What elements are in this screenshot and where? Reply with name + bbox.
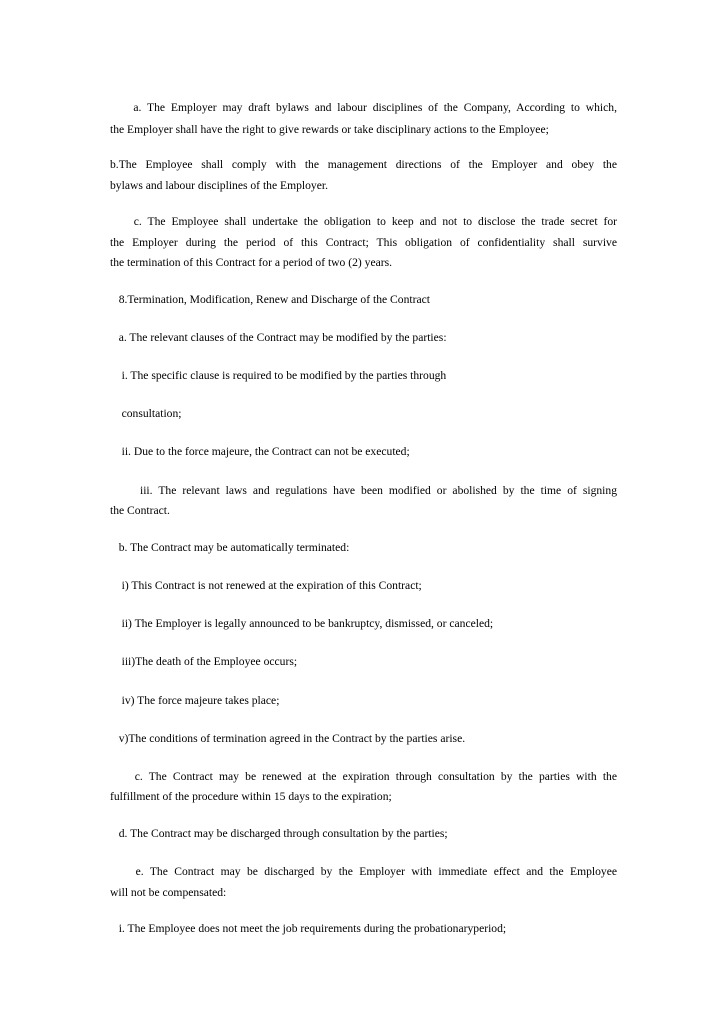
text-line: b.The Employee shall comply with the management directions of the Employer and obey the [110,158,617,171]
text-line: ii) The Employer is legally announced to be bankruptcy, dismissed, or canceled; [110,617,494,630]
text-line: consultation; [110,407,182,420]
text-line: the termination of this Contract for a period of two (2) years. [110,256,393,269]
text-line: i. The specific clause is required to be modified by the parties through [110,369,447,382]
section-heading: 8.Termination, Modification, Renew and Discharge of the Contract [110,293,430,306]
text-line: iii. The relevant laws and regulations have been modified or abolished by the time of signing [110,484,617,497]
text-line: a. The Employer may draft bylaws and labour disciplines of the Company, According to which, [110,101,617,114]
text-line: i) This Contract is not renewed at the expiration of this Contract; [110,579,422,592]
text-line: c. The Contract may be renewed at the expiration through consultation by the parties with the [110,770,617,783]
text-line: the Employer shall have the right to give rewards or take disciplinary actions to the Employee; [110,123,549,136]
text-line: will not be compensated: [110,886,227,899]
text-line: b. The Contract may be automatically terminated: [110,541,350,554]
text-line: ii. Due to the force majeure, the Contract can not be executed; [110,445,410,458]
text-line: the Contract. [110,504,170,517]
text-line: e. The Contract may be discharged by the Employer with immediate effect and the Employee [110,865,617,878]
text-line: d. The Contract may be discharged through consultation by the parties; [110,827,448,840]
text-line: i. The Employee does not meet the job requirements during the probationaryperiod; [110,922,507,935]
text-line: iv) The force majeure takes place; [110,694,280,707]
text-line: a. The relevant clauses of the Contract may be modified by the parties: [110,331,447,344]
text-line: bylaws and labour disciplines of the Employer. [110,179,328,192]
text-line: c. The Employee shall undertake the obligation to keep and not to disclose the trade secret for [110,215,617,228]
text-line: the Employer during the period of this Contract; This obligation of confidentiality shall survive [110,236,617,249]
text-line: v)The conditions of termination agreed in the Contract by the parties arise. [110,732,466,745]
text-line: iii)The death of the Employee occurs; [110,655,298,668]
text-line: fulfillment of the procedure within 15 days to the expiration; [110,790,392,803]
